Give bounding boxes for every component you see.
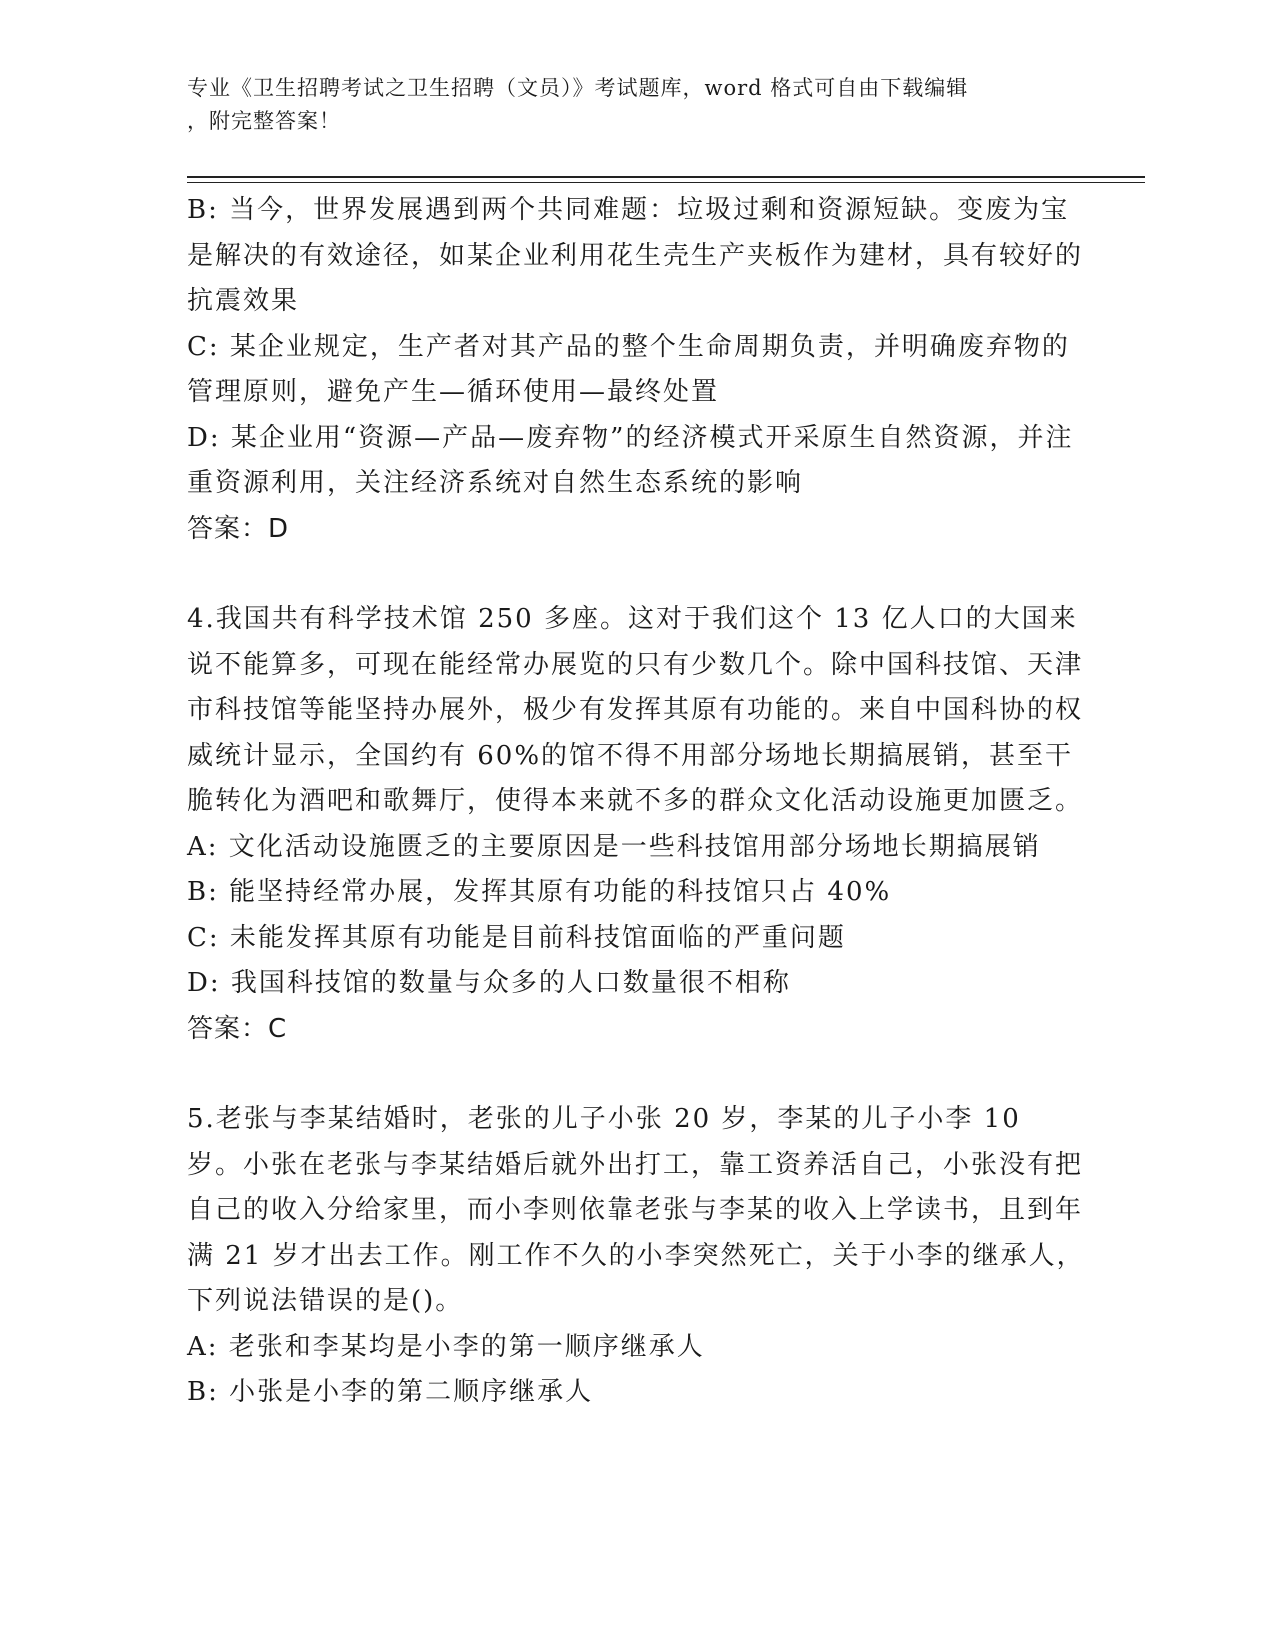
header-divider-thick	[187, 176, 1145, 178]
q5-option-a: A: 老张和李某均是小李的第一顺序继承人	[187, 1331, 705, 1362]
spacer	[187, 1052, 1087, 1097]
spacer	[187, 552, 1087, 597]
question-3	[187, 188, 1087, 552]
q5-stem: 5.老张与李某结婚时，老张的儿子小张 20 岁，李某的儿子小李 10 岁。小张在老张与李某结婚后就外出打工，靠工资养活自己，小张没有把自己的收入分给家里，而小李则依靠老张与李某的收入上学读书，且到年满 21 岁才出去工作。刚工作不久的小李突然死亡，关于小李的继承人，下列说法错误的是()。	[187, 1104, 1085, 1316]
q4-option-b: B: 能坚持经常办展，发挥其原有功能的科技馆只占 40%	[187, 877, 892, 907]
q4-stem: 4.我国共有科学技术馆 250 多座。这对于我们这个 13 亿人口的大国来说不能算多，可现在能经常办展览的只有少数几个。除中国科技馆、天津市科技馆等能坚持办展外，极少有发挥其原有功能的。来自中国科协的权威统计显示，全国约有 60%的馆不得不用部分场地长期搞展销，甚至干脆转化为酒吧和歌舞厅，使得本来就不多的群众文化活动设施更加匮乏。	[187, 604, 1084, 816]
question-5	[187, 1097, 1087, 1416]
header-line-2: ，附完整答案！	[187, 109, 341, 133]
q3-option-d: D: 某企业用“资源—产品—废弃物”的经济模式开采原生自然资源，并注重资源利用，关注经济系统对自然生态系统的影响	[187, 422, 1074, 498]
q4-answer: 答案：C	[187, 1013, 288, 1044]
header-line-1: 专业《卫生招聘考试之卫生招聘（文员）》考试题库，word 格式可自由下载编辑	[187, 76, 969, 100]
header-divider-thin	[187, 182, 1145, 183]
q3-option-b: B: 当今，世界发展遇到两个共同难题：垃圾过剩和资源短缺。变废为宝是解决的有效途径，如某企业利用花生壳生产夹板作为建材，具有较好的抗震效果	[187, 195, 1084, 316]
q3-option-c: C: 某企业规定，生产者对其产品的整个生命周期负责，并明确废弃物的管理原则，避免产生—循环使用—最终处置	[187, 331, 1070, 407]
question-4	[187, 597, 1087, 1052]
document-header	[187, 72, 1067, 138]
q3-answer: 答案：D	[187, 513, 290, 544]
q4-option-d: D: 我国科技馆的数量与众多的人口数量很不相称	[187, 968, 791, 998]
q4-option-a: A: 文化活动设施匮乏的主要原因是一些科技馆用部分场地长期搞展销	[187, 831, 1041, 862]
q5-option-b: B: 小张是小李的第二顺序继承人	[187, 1377, 594, 1407]
q4-option-c: C: 未能发挥其原有功能是目前科技馆面临的严重问题	[187, 922, 846, 953]
document-body	[187, 188, 1087, 1416]
